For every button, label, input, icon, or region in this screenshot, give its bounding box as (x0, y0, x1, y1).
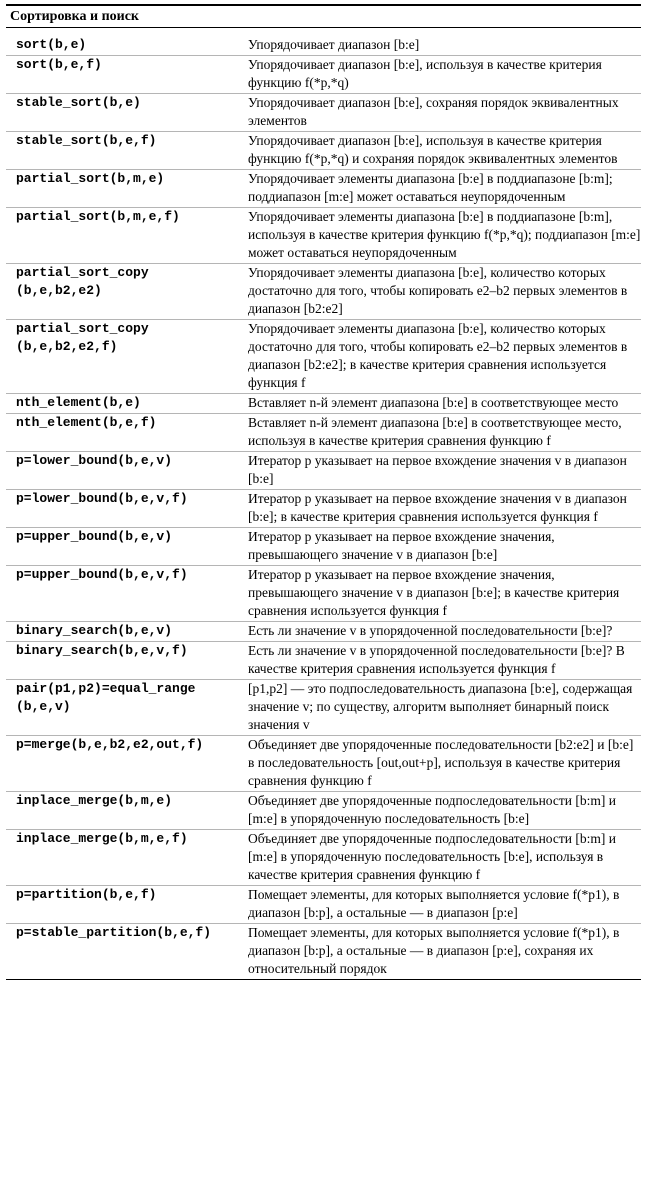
function-description: Итератор p указывает на первое вхождение значения v в диапазон [b:e]; в качестве критерия сравнения используется функция f (248, 491, 631, 524)
table-row (6, 320, 641, 394)
function-description: Есть ли значение v в упорядоченной последовательности [b:e]? В качестве критерия сравнения используется функция f (248, 643, 629, 676)
table-row (6, 56, 641, 94)
table-row (6, 490, 641, 528)
function-signature: partial_sort(b,m,e) (16, 171, 165, 186)
table-row (6, 924, 641, 979)
function-signature: binary_search(b,e,v,f) (16, 643, 188, 658)
bottom-rule (6, 979, 641, 980)
function-signature: p=upper_bound(b,e,v,f) (16, 567, 188, 582)
table-row (6, 830, 641, 886)
function-description: Вставляет n-й элемент диапазона [b:e] в соответствующее место, используя в качестве критерия сравнения функцию f (248, 415, 625, 448)
function-signature: sort(b,e,f) (16, 57, 102, 72)
function-signature: inplace_merge(b,m,e) (16, 793, 173, 808)
table-row (6, 94, 641, 132)
table-row (6, 736, 641, 792)
function-description: Вставляет n-й элемент диапазона [b:e] в соответствующее место (248, 395, 619, 410)
function-signature: p=merge(b,e,b2,e2,out,f) (16, 737, 204, 752)
table-row (6, 792, 641, 830)
table-row (6, 642, 641, 680)
function-description: Упорядочивает элементы диапазона [b:e] в поддиапазоне [b:m], используя в качестве критерия функцию f(*p,*q); поддиапазон [m:e] может оставаться неупорядоченным (248, 209, 644, 260)
table-row (6, 566, 641, 622)
table-row (6, 132, 641, 170)
table-row (6, 36, 641, 56)
function-description: Объединяет две упорядоченные последовательности [b2:e2] и [b:e] в последовательность [out,out+p], используя в качестве критерия сравнения функцию f (248, 737, 637, 788)
function-description: Итератор p указывает на первое вхождение значения, превышающего значение v в диапазон [b:e] (248, 529, 559, 562)
function-description: Объединяет две упорядоченные подпоследовательности [b:m] и [m:e] в упорядоченную последовательность [b:e] (248, 793, 620, 826)
function-signature: sort(b,e) (16, 37, 87, 52)
function-description: Итератор p указывает на первое вхождение значения v в диапазон [b:e] (248, 453, 631, 486)
function-description: Помещает элементы, для которых выполняется условие f(*p1), в диапазон [b:p], а остальные — в диапазон [p:e], сохраняя их относительный порядок (248, 925, 623, 976)
table-row (6, 170, 641, 208)
function-description: Упорядочивает диапазон [b:e], сохраняя порядок эквивалентных элементов (248, 95, 622, 128)
sorting-search-table (6, 4, 644, 980)
function-signature: inplace_merge(b,m,e,f) (16, 831, 188, 846)
function-signature: nth_element(b,e,f) (16, 415, 157, 430)
function-description: Помещает элементы, для которых выполняется условие f(*p1), в диапазон [b:p], а остальные — в диапазон [p:e] (248, 887, 623, 920)
table-row (6, 622, 641, 642)
function-description: Упорядочивает элементы диапазона [b:e], количество которых достаточно для того, чтобы копировать e2–b2 первых элементов в диапазон [b2:e2]; в качестве критерия сравнения используется функция f (248, 321, 631, 390)
function-description: Есть ли значение v в упорядоченной последовательности [b:e]? (248, 623, 613, 638)
table-row (6, 208, 644, 264)
function-description: Упорядочивает диапазон [b:e], используя в качестве критерия функцию f(*p,*q) (248, 57, 606, 90)
table-row (6, 528, 641, 566)
function-signature: partial_sort_copy (b,e,b2,e2) (16, 265, 149, 298)
function-description: Упорядочивает диапазон [b:e] (248, 37, 420, 52)
table-body (6, 28, 644, 979)
table-row (6, 452, 641, 490)
table-row (6, 886, 641, 924)
function-description: Итератор p указывает на первое вхождение значения, превышающего значение v в диапазон [b:e]; в качестве критерия сравнения используется функция f (248, 567, 623, 618)
function-signature: p=stable_partition(b,e,f) (16, 925, 212, 940)
function-signature: binary_search(b,e,v) (16, 623, 173, 638)
function-signature: p=lower_bound(b,e,v) (16, 453, 173, 468)
function-signature: p=lower_bound(b,e,v,f) (16, 491, 188, 506)
table-row (6, 680, 641, 736)
table-row (6, 414, 641, 452)
table-title: Сортировка и поиск (6, 6, 641, 28)
function-signature: stable_sort(b,e,f) (16, 133, 157, 148)
table-row (6, 394, 641, 414)
function-signature: partial_sort_copy (b,e,b2,e2,f) (16, 321, 149, 354)
function-description: Упорядочивает элементы диапазона [b:e], количество которых достаточно для того, чтобы копировать e2–b2 первых элементов в диапазон [b2:e2] (248, 265, 631, 316)
function-signature: p=partition(b,e,f) (16, 887, 157, 902)
function-description: [p1,p2] — это подпоследовательность диапазона [b:e], содержащая значение v; по существу, алгоритм выполняет бинарный поиск значения v (248, 681, 636, 732)
function-signature: pair(p1,p2)=equal_range (b,e,v) (16, 681, 196, 714)
function-signature: nth_element(b,e) (16, 395, 141, 410)
function-signature: p=upper_bound(b,e,v) (16, 529, 173, 544)
function-signature: stable_sort(b,e) (16, 95, 141, 110)
function-description: Объединяет две упорядоченные подпоследовательности [b:m] и [m:e] в упорядоченную последовательность [b:e], используя в качестве критерия сравнения функцию f (248, 831, 620, 882)
function-description: Упорядочивает элементы диапазона [b:e] в поддиапазоне [b:m]; поддиапазон [m:e] может оставаться неупорядоченным (248, 171, 617, 204)
function-description: Упорядочивает диапазон [b:e], используя в качестве критерия функцию f(*p,*q) и сохраняя порядок эквивалентных элементов (248, 133, 618, 166)
table-row (6, 264, 641, 320)
function-signature: partial_sort(b,m,e,f) (16, 209, 180, 224)
